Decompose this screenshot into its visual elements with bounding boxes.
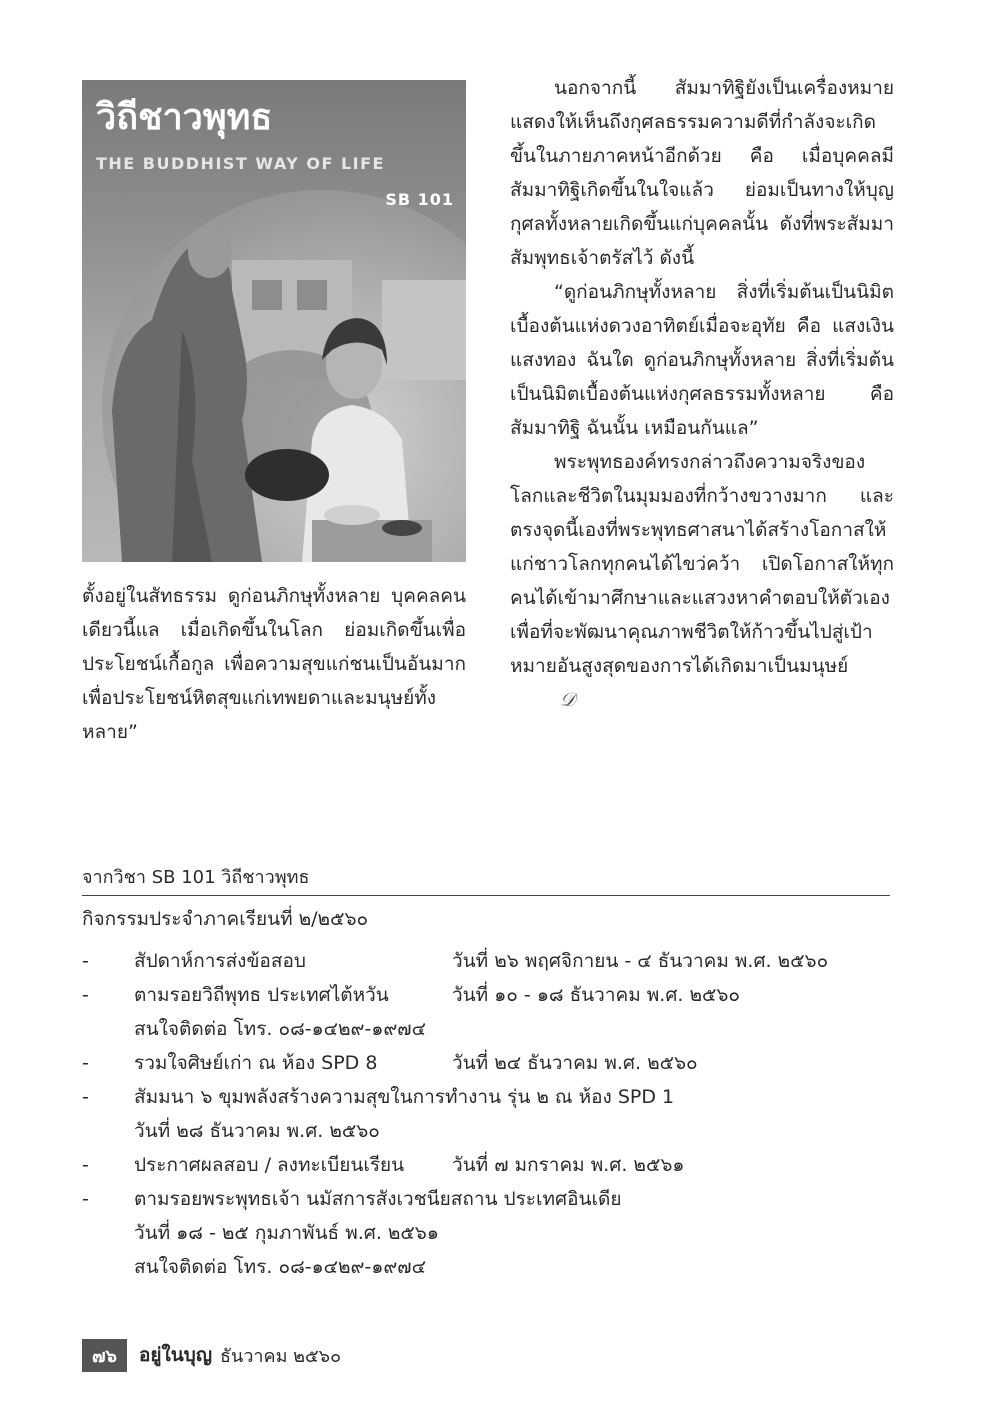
activities-title: กิจกรรมประจำภาคเรียนที่ ๒/๒๕๖๐ — [82, 908, 369, 930]
list-item — [82, 1046, 892, 1080]
activity-contact: สนใจติดต่อ โทร. ๐๘-๑๔๒๙-๑๙๗๔ — [134, 1018, 426, 1040]
activity-name: สัมมนา ๖ ขุมพลังสร้างความสุขในการทำงาน รุ่น ๒ ณ ห้อง SPD 1 — [134, 1086, 675, 1108]
cover-image — [82, 80, 466, 562]
cover-subtitle: THE BUDDHIST WAY OF LIFE — [96, 154, 385, 173]
activity-name: ประกาศผลสอบ / ลงทะเบียนเรียน — [134, 1154, 405, 1176]
activity-date: วันที่ ๗ มกราคม พ.ศ. ๒๕๖๑ — [452, 1154, 685, 1176]
paragraph-text: พระพุทธองค์ทรงกล่าวถึงความจริงของโลกและชีวิตในมุมมองที่กว้างขวางมาก และตรงจุดนี้เองที่พระพุทธศาสนาได้สร้างโอกาสให้แก่ชาวโลกทุกคนได้ไขว่คว้า เปิดโอกาสให้ทุกคนได้เข้ามาศึกษาและแสวงหาคำตอบให้ตัวเอง เพื่อที่จะพัฒนาคุณภาพชีวิตให้ก้าวขึ้นไปสู่เป้าหมายอันสูงสุดของการได้เกิดมาเป็นมนุษย์ — [510, 451, 894, 677]
bullet-dash: - — [82, 984, 89, 1006]
divider — [82, 895, 890, 896]
paragraph: ตั้งอยู่ในสัทธรรม ดูก่อนภิกษุทั้งหลาย บุคคลคนเดียวนี้แล เมื่อเกิดขึ้นในโลก ย่อมเกิดขึ้นเพื่อประโยชน์เกื้อกูล เพื่อความสุขแก่ชนเป็นอันมาก เพื่อประโยชน์หิตสุขแก่เทพยดาและมนุษย์ทั้งหลาย” — [82, 585, 466, 743]
end-mark-icon: 𝒟 — [560, 689, 576, 711]
bullet-dash: - — [82, 1154, 89, 1176]
cover-title: วิถีชาวพุทธ — [96, 97, 273, 138]
list-item — [82, 1148, 892, 1182]
list-item — [82, 1182, 892, 1216]
left-column — [82, 579, 466, 749]
activity-name: รวมใจศิษย์เก่า ณ ห้อง SPD 8 — [134, 1052, 378, 1074]
activity-name: ตามรอยวิถีพุทธ ประเทศไต้หวัน — [134, 984, 389, 1006]
page-number: ๗๖ — [82, 1339, 127, 1372]
bullet-dash: - — [82, 1086, 89, 1108]
activity-name: สัปดาห์การส่งข้อสอบ — [134, 950, 306, 972]
issue-date: ธันวาคม ๒๕๖๐ — [220, 1345, 342, 1367]
right-column — [510, 71, 894, 717]
activity-contact: สนใจติดต่อ โทร. ๐๘-๑๔๒๙-๑๙๗๔ — [134, 1256, 426, 1278]
paragraph: นอกจากนี้ สัมมาทิฐิยังเป็นเครื่องหมายแสดงให้เห็นถึงกุศลธรรมความดีที่กำลังจะเกิดขึ้นในภายภาคหน้าอีกด้วย คือ เมื่อบุคคลมีสัมมาทิฐิเกิดขึ้นในใจแล้ว ย่อมเป็นทางให้บุญกุศลทั้งหลายเกิดขึ้นแก่บุคคลนั้น ดังที่พระสัมมาสัมพุทธเจ้าตรัสไว้ ดังนี้ — [510, 77, 894, 269]
activity-date: วันที่ ๑๘ - ๒๕ กุมภาพันธ์ พ.ศ. ๒๕๖๑ — [134, 1222, 439, 1244]
source-line: จากวิชา SB 101 วิถีชาวพุทธ — [82, 867, 310, 888]
list-item — [82, 978, 892, 1012]
magazine-name: อยู่ในบุญ — [138, 1344, 213, 1366]
activity-name: ตามรอยพระพุทธเจ้า นมัสการสังเวชนียสถาน ประเทศอินเดีย — [134, 1188, 622, 1210]
list-item — [82, 1080, 892, 1114]
activity-date: วันที่ ๒๔ ธันวาคม พ.ศ. ๒๕๖๐ — [452, 1052, 698, 1074]
page-footer — [82, 1340, 341, 1370]
cover-illustration — [82, 80, 466, 562]
bullet-dash: - — [82, 1188, 89, 1210]
paragraph: “ดูก่อนภิกษุทั้งหลาย สิ่งที่เริ่มต้นเป็นนิมิตเบื้องต้นแห่งดวงอาทิตย์เมื่อจะอุทัย คือ แสงเงินแสงทอง ฉันใด ดูก่อนภิกษุทั้งหลาย สิ่งที่เริ่มต้นเป็นนิมิตเบื้องต้นแห่งกุศลธรรมทั้งหลาย คือ สัมมาทิฐิ ฉันนั้น เหมือนกันแล” — [510, 281, 894, 439]
paragraph — [510, 445, 894, 717]
bullet-dash: - — [82, 950, 89, 972]
list-item — [82, 944, 892, 978]
cover-course-code: SB 101 — [385, 190, 454, 209]
activity-date: วันที่ ๒๖ พฤศจิกายน - ๔ ธันวาคม พ.ศ. ๒๕๖๐ — [452, 950, 829, 972]
activities-list — [82, 944, 892, 1284]
activity-date: วันที่ ๒๘ ธันวาคม พ.ศ. ๒๕๖๐ — [134, 1120, 380, 1142]
activity-date: วันที่ ๑๐ - ๑๘ ธันวาคม พ.ศ. ๒๕๖๐ — [452, 984, 741, 1006]
bullet-dash: - — [82, 1052, 89, 1074]
